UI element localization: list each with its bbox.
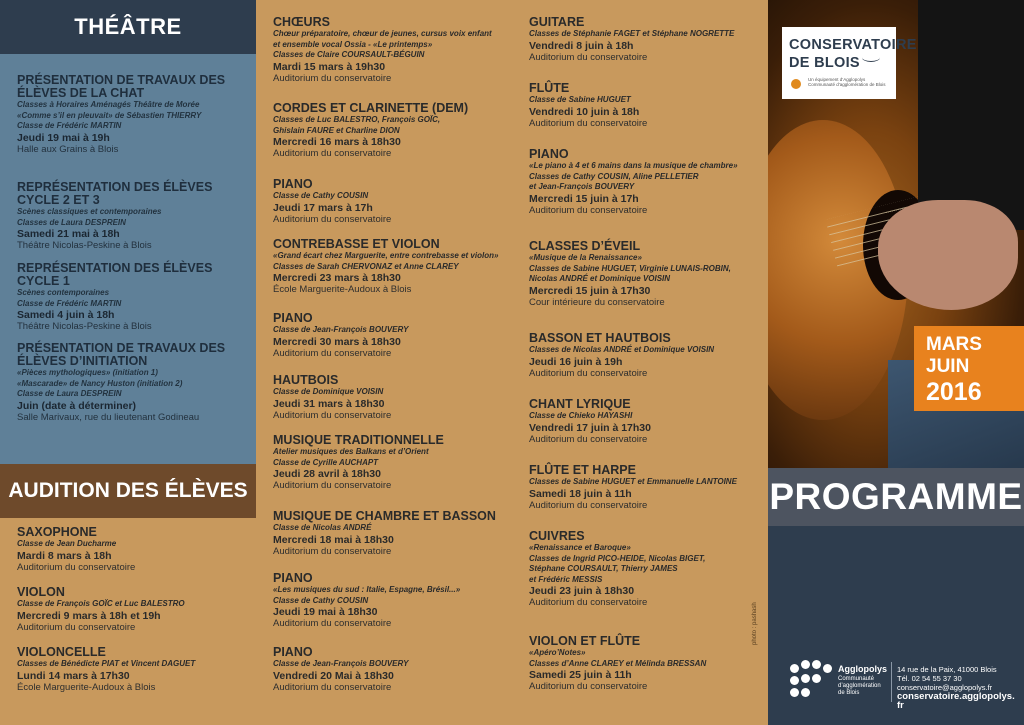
event-block xyxy=(529,398,761,445)
event-credit: Classe de Nicolas ANDRÉ xyxy=(273,523,372,532)
event-date: Mercredi 15 juin à 17h xyxy=(529,192,639,205)
date-badge xyxy=(914,326,1024,411)
agglo-dot xyxy=(812,660,821,669)
event-venue: Cour intérieure du conservatoire xyxy=(529,296,665,308)
event-credit: Stéphane COURSAULT, Thierry JAMES xyxy=(529,564,678,573)
event-venue: Auditorium du conservatoire xyxy=(529,681,648,692)
event-block xyxy=(529,635,761,692)
agglo-dot xyxy=(801,688,810,697)
event-credit: Classe de Jean Ducharme xyxy=(17,539,117,548)
event-credit: Classes de Bénédicte PIAT et Vincent DAGUET xyxy=(17,659,196,668)
event-date: Lundi 14 mars à 17h30 xyxy=(17,669,130,682)
event-date: Samedi 18 juin à 11h xyxy=(529,487,632,500)
event-credit: Classe de Sabine HUGUET xyxy=(529,95,631,104)
email-link[interactable]: conservatoire@agglopolys.fr xyxy=(897,683,993,692)
event-date: Juin (date à déterminer) xyxy=(17,399,137,412)
logo-line-2: DE BLOIS xyxy=(789,55,860,71)
conservatoire-logo xyxy=(782,27,917,99)
event-block xyxy=(529,148,761,216)
event-title: CHŒURS xyxy=(273,15,330,29)
theatre-panel xyxy=(0,54,256,464)
event-title: SAXOPHONE xyxy=(17,525,97,539)
event-venue: Auditorium du conservatoire xyxy=(529,204,648,216)
event-block xyxy=(17,646,252,693)
event-date: Mercredi 30 mars à 18h30 xyxy=(273,335,401,348)
event-credit: Classes de Sarah CHERVONAZ et Anne CLAREY xyxy=(273,261,459,271)
event-credit: Scènes classiques et contemporaines xyxy=(17,207,162,216)
event-date: Jeudi 17 mars à 17h xyxy=(273,201,373,214)
agglo-dot xyxy=(823,664,832,673)
event-title: PIANO xyxy=(273,571,313,585)
event-venue: Auditorium du conservatoire xyxy=(273,347,392,359)
event-date: Samedi 25 juin à 11h xyxy=(529,669,632,681)
event-credit: Classe de Chieko HAYASHI xyxy=(529,411,633,420)
event-venue: Théâtre Nicolas-Peskine à Blois xyxy=(17,240,152,251)
event-title: GUITARE xyxy=(529,15,585,29)
event-venue: Auditorium du conservatoire xyxy=(529,433,648,445)
event-credit: «Mascarade» de Nancy Huston (initiation 2) xyxy=(17,378,183,388)
event-title: CUIVRES xyxy=(529,529,585,543)
events-column-2 xyxy=(256,0,512,725)
event-credit: «Grand écart chez Marguerite, entre contrebasse et violon» xyxy=(273,251,499,260)
address: 14 rue de la Paix, 41000 Blois xyxy=(897,665,997,674)
event-credit: Classes de Nicolas ANDRÉ et Dominique VOISIN xyxy=(529,345,715,354)
event-date: Samedi 21 mai à 18h xyxy=(17,228,120,240)
event-credit: Scènes contemporaines xyxy=(17,288,110,297)
agglo-dot xyxy=(801,660,810,669)
event-venue: Auditorium du conservatoire xyxy=(529,499,648,511)
event-title: VIOLONCELLE xyxy=(17,645,106,659)
event-credit: Classes de Stéphanie FAGET et Stéphane NOGRETTE xyxy=(529,29,735,38)
event-date: Samedi 4 juin à 18h xyxy=(17,309,115,321)
event-block xyxy=(17,181,252,251)
event-credit: Classes de Sabine HUGUET et Emmanuelle LANTOINE xyxy=(529,477,737,486)
event-credit: «Renaissance et Baroque» xyxy=(529,543,631,552)
agglo-dot xyxy=(812,674,821,683)
event-block xyxy=(273,572,505,629)
event-date: Vendredi 17 juin à 17h30 xyxy=(529,421,651,434)
theatre-column xyxy=(0,0,256,725)
event-date: Jeudi 23 juin à 18h30 xyxy=(529,585,635,597)
event-block xyxy=(273,646,505,693)
event-title: REPRÉSENTATION DES ÉLÈVES CYCLE 2 ET 3 xyxy=(17,180,213,207)
event-venue: Auditorium du conservatoire xyxy=(273,148,392,159)
event-title: FLÛTE xyxy=(529,81,570,95)
event-block xyxy=(17,526,252,573)
phone: Tél. 02 54 55 37 30 xyxy=(897,674,962,683)
event-credit: Classes de Sabine HUGUET, Virginie LUNAIS-ROBIN, xyxy=(529,263,731,273)
website-link[interactable]: conservatoire.agglopolys. fr xyxy=(897,691,1015,711)
event-date: Jeudi 31 mars à 18h30 xyxy=(273,397,385,410)
logo-tagline: Un équipement d’Agglopolys Communauté d’agglomération de Blois xyxy=(808,77,886,87)
date-year: 2016 xyxy=(926,378,982,406)
event-credit: «Musique de la Renaissance» xyxy=(529,253,642,262)
event-venue: Auditorium du conservatoire xyxy=(273,213,392,225)
event-title: BASSON ET HAUTBOIS xyxy=(529,331,671,345)
logo-line-1: CONSERVATOIRE xyxy=(789,37,917,53)
hand-shape xyxy=(878,200,1018,310)
event-credit: Atelier musiques des Balkans et d’Orient xyxy=(273,447,429,456)
event-venue: École Marguerite-Audoux à Blois xyxy=(17,681,156,693)
event-block xyxy=(273,434,505,491)
event-credit: Ghislain FAURE et Charline DION xyxy=(273,125,400,135)
event-title: CORDES ET CLARINETTE (DEM) xyxy=(273,101,469,115)
event-block xyxy=(273,312,505,359)
event-block xyxy=(273,102,505,159)
event-venue: Auditorium du conservatoire xyxy=(529,117,648,129)
event-block xyxy=(17,342,252,423)
event-date: Mercredi 18 mai à 18h30 xyxy=(273,533,394,546)
event-block xyxy=(273,178,505,225)
event-block xyxy=(529,332,761,379)
event-block xyxy=(529,16,761,63)
event-date: Jeudi 19 mai à 19h xyxy=(17,131,110,144)
event-credit: et Frédéric MESSIS xyxy=(529,574,603,584)
event-title: PRÉSENTATION DE TRAVAUX DES ÉLÈVES DE LA CHAT xyxy=(17,73,226,100)
event-block xyxy=(17,74,252,155)
event-title: PIANO xyxy=(273,177,313,191)
footer-separator xyxy=(891,662,892,702)
event-block xyxy=(273,374,505,421)
event-date: Mardi 15 mars à 19h30 xyxy=(273,60,386,73)
event-date: Vendredi 20 Mai à 18h30 xyxy=(273,669,394,682)
event-credit: Classe de Cathy COUSIN xyxy=(273,191,369,200)
event-venue: Auditorium du conservatoire xyxy=(529,51,648,63)
event-credit: Classes d’Anne CLAREY et Mélinda BRESSAN xyxy=(529,658,707,668)
event-date: Mercredi 16 mars à 18h30 xyxy=(273,136,401,148)
event-venue: Auditorium du conservatoire xyxy=(273,681,392,693)
event-date: Jeudi 19 mai à 18h30 xyxy=(273,606,378,618)
event-title: CLASSES D’ÉVEIL xyxy=(529,239,641,253)
agglopolys-logo-icon xyxy=(790,660,832,702)
agglo-subtitle xyxy=(838,676,881,697)
event-venue: Auditorium du conservatoire xyxy=(529,367,648,379)
event-credit: Classe de Frédéric MARTIN xyxy=(17,298,122,308)
event-title: CHANT LYRIQUE xyxy=(529,397,631,411)
logo-dot-icon xyxy=(791,79,801,89)
event-credit: Classe de Dominique VOISIN xyxy=(273,387,384,396)
event-credit: Classe de Jean-François BOUVERY xyxy=(273,325,409,334)
event-credit: «Apéro’Notes» xyxy=(529,648,586,657)
event-date: Mercredi 15 juin à 17h30 xyxy=(529,284,651,297)
event-title: VIOLON ET FLÛTE xyxy=(529,634,641,648)
event-venue: Halle aux Grains à Blois xyxy=(17,143,119,155)
event-block xyxy=(273,16,505,84)
event-block xyxy=(529,464,761,511)
event-credit: Classe de Cathy COUSIN xyxy=(273,595,369,605)
event-credit: «Pièces mythologiques» (initiation 1) xyxy=(17,368,158,377)
agglo-dot xyxy=(790,664,799,673)
event-block xyxy=(17,586,252,633)
event-date: Mardi 8 mars à 18h xyxy=(17,549,112,562)
event-credit: «Le piano à 4 et 6 mains dans la musique de chambre» xyxy=(529,161,738,170)
event-date: Jeudi 28 avril à 18h30 xyxy=(273,468,381,480)
event-title: MUSIQUE TRADITIONNELLE xyxy=(273,433,444,447)
event-credit: Classe de Laura DESPREIN xyxy=(17,389,122,398)
event-block xyxy=(529,240,761,308)
event-date: Mercredi 9 mars à 18h et 19h xyxy=(17,609,161,622)
agglo-dot xyxy=(790,688,799,697)
agglo-sub-1: Communauté xyxy=(838,676,875,682)
event-date: Vendredi 10 juin à 18h xyxy=(529,105,640,118)
event-title: PRÉSENTATION DE TRAVAUX DES ÉLÈVES D’INITIATION xyxy=(17,341,226,368)
photo-credit: photo : pashash xyxy=(752,602,758,645)
event-block xyxy=(273,510,505,557)
event-credit: Classe de Cyrille AUCHAPT xyxy=(273,457,379,467)
date-month-1: MARS xyxy=(926,334,982,355)
theatre-heading: THÉÂTRE xyxy=(0,0,256,54)
audition-heading: AUDITION DES ÉLÈVES xyxy=(0,464,256,518)
agglo-sub-2: d’agglomération xyxy=(838,683,881,689)
event-title: VIOLON xyxy=(17,585,65,599)
event-title: MUSIQUE DE CHAMBRE ET BASSON xyxy=(273,509,496,523)
event-venue: École Marguerite-Audoux à Blois xyxy=(273,284,412,295)
event-credit: Classe de Frédéric MARTIN xyxy=(17,121,122,130)
event-credit: Classes à Horaires Aménagés Théâtre de Morée xyxy=(17,100,200,109)
event-venue: Auditorium du conservatoire xyxy=(273,545,392,557)
event-credit: Classes de Claire COURSAULT-BÉGUIN xyxy=(273,50,425,59)
date-month-2: JUIN xyxy=(926,356,970,377)
agglo-dot xyxy=(790,676,799,685)
event-title: PIANO xyxy=(529,147,569,161)
event-venue: Salle Marivaux, rue du lieutenant Godineau xyxy=(17,411,200,423)
event-credit: Classes de Ingrid PICO-HEIDE, Nicolas BIGET, xyxy=(529,553,706,563)
event-venue: Auditorium du conservatoire xyxy=(529,597,648,608)
event-venue: Auditorium du conservatoire xyxy=(273,480,392,491)
event-credit: Classes de Laura DESPREIN xyxy=(17,217,126,227)
event-block xyxy=(17,262,252,332)
black-sleeve xyxy=(918,0,1024,230)
event-title: HAUTBOIS xyxy=(273,373,339,387)
event-block xyxy=(273,238,505,295)
event-block xyxy=(529,530,761,608)
event-venue: Auditorium du conservatoire xyxy=(17,561,136,573)
event-venue: Théâtre Nicolas-Peskine à Blois xyxy=(17,321,152,332)
event-credit: Chœur préparatoire, chœur de jeunes, cursus voix enfant xyxy=(273,29,492,38)
event-date: Mercredi 23 mars à 18h30 xyxy=(273,272,401,284)
event-credit: et ensemble vocal Ossia - «Le printemps» xyxy=(273,39,433,49)
event-credit: «Comme s’il en pleuvait» de Sébastien THIERRY xyxy=(17,110,202,120)
event-credit: et Jean-François BOUVERY xyxy=(529,182,635,191)
event-title: CONTREBASSE ET VIOLON xyxy=(273,237,440,251)
agglo-name: Agglopolys xyxy=(838,664,887,674)
events-column-3 xyxy=(512,0,768,725)
event-credit: «Les musiques du sud : Italie, Espagne, Brésil...» xyxy=(273,585,461,594)
event-title: FLÛTE ET HARPE xyxy=(529,463,636,477)
event-venue: Auditorium du conservatoire xyxy=(273,72,392,84)
event-credit: Nicolas ANDRÉ et Dominique VOISIN xyxy=(529,274,671,283)
event-date: Jeudi 16 juin à 19h xyxy=(529,355,623,368)
event-title: PIANO xyxy=(273,311,313,325)
event-venue: Auditorium du conservatoire xyxy=(17,621,136,633)
event-venue: Auditorium du conservatoire xyxy=(273,409,392,421)
event-date: Vendredi 8 juin à 18h xyxy=(529,39,634,52)
logo-wave-icon xyxy=(862,53,880,62)
event-title: PIANO xyxy=(273,645,313,659)
audition-panel xyxy=(0,518,256,725)
event-credit: Classe de Jean-François BOUVERY xyxy=(273,659,409,668)
agglo-sub-3: de Blois xyxy=(838,690,860,696)
event-block xyxy=(529,82,761,129)
programme-title: PROGRAMME xyxy=(768,468,1024,526)
event-credit: Classe de François GOÏC et Luc BALESTRO xyxy=(17,599,185,608)
agglo-dot xyxy=(801,674,810,683)
event-venue: Auditorium du conservatoire xyxy=(273,618,392,629)
event-title: REPRÉSENTATION DES ÉLÈVES CYCLE 1 xyxy=(17,261,213,288)
event-credit: Classes de Luc BALESTRO, François GOÏC, xyxy=(273,115,441,124)
event-credit: Classes de Cathy COUSIN, Aline PELLETIER xyxy=(529,171,699,181)
